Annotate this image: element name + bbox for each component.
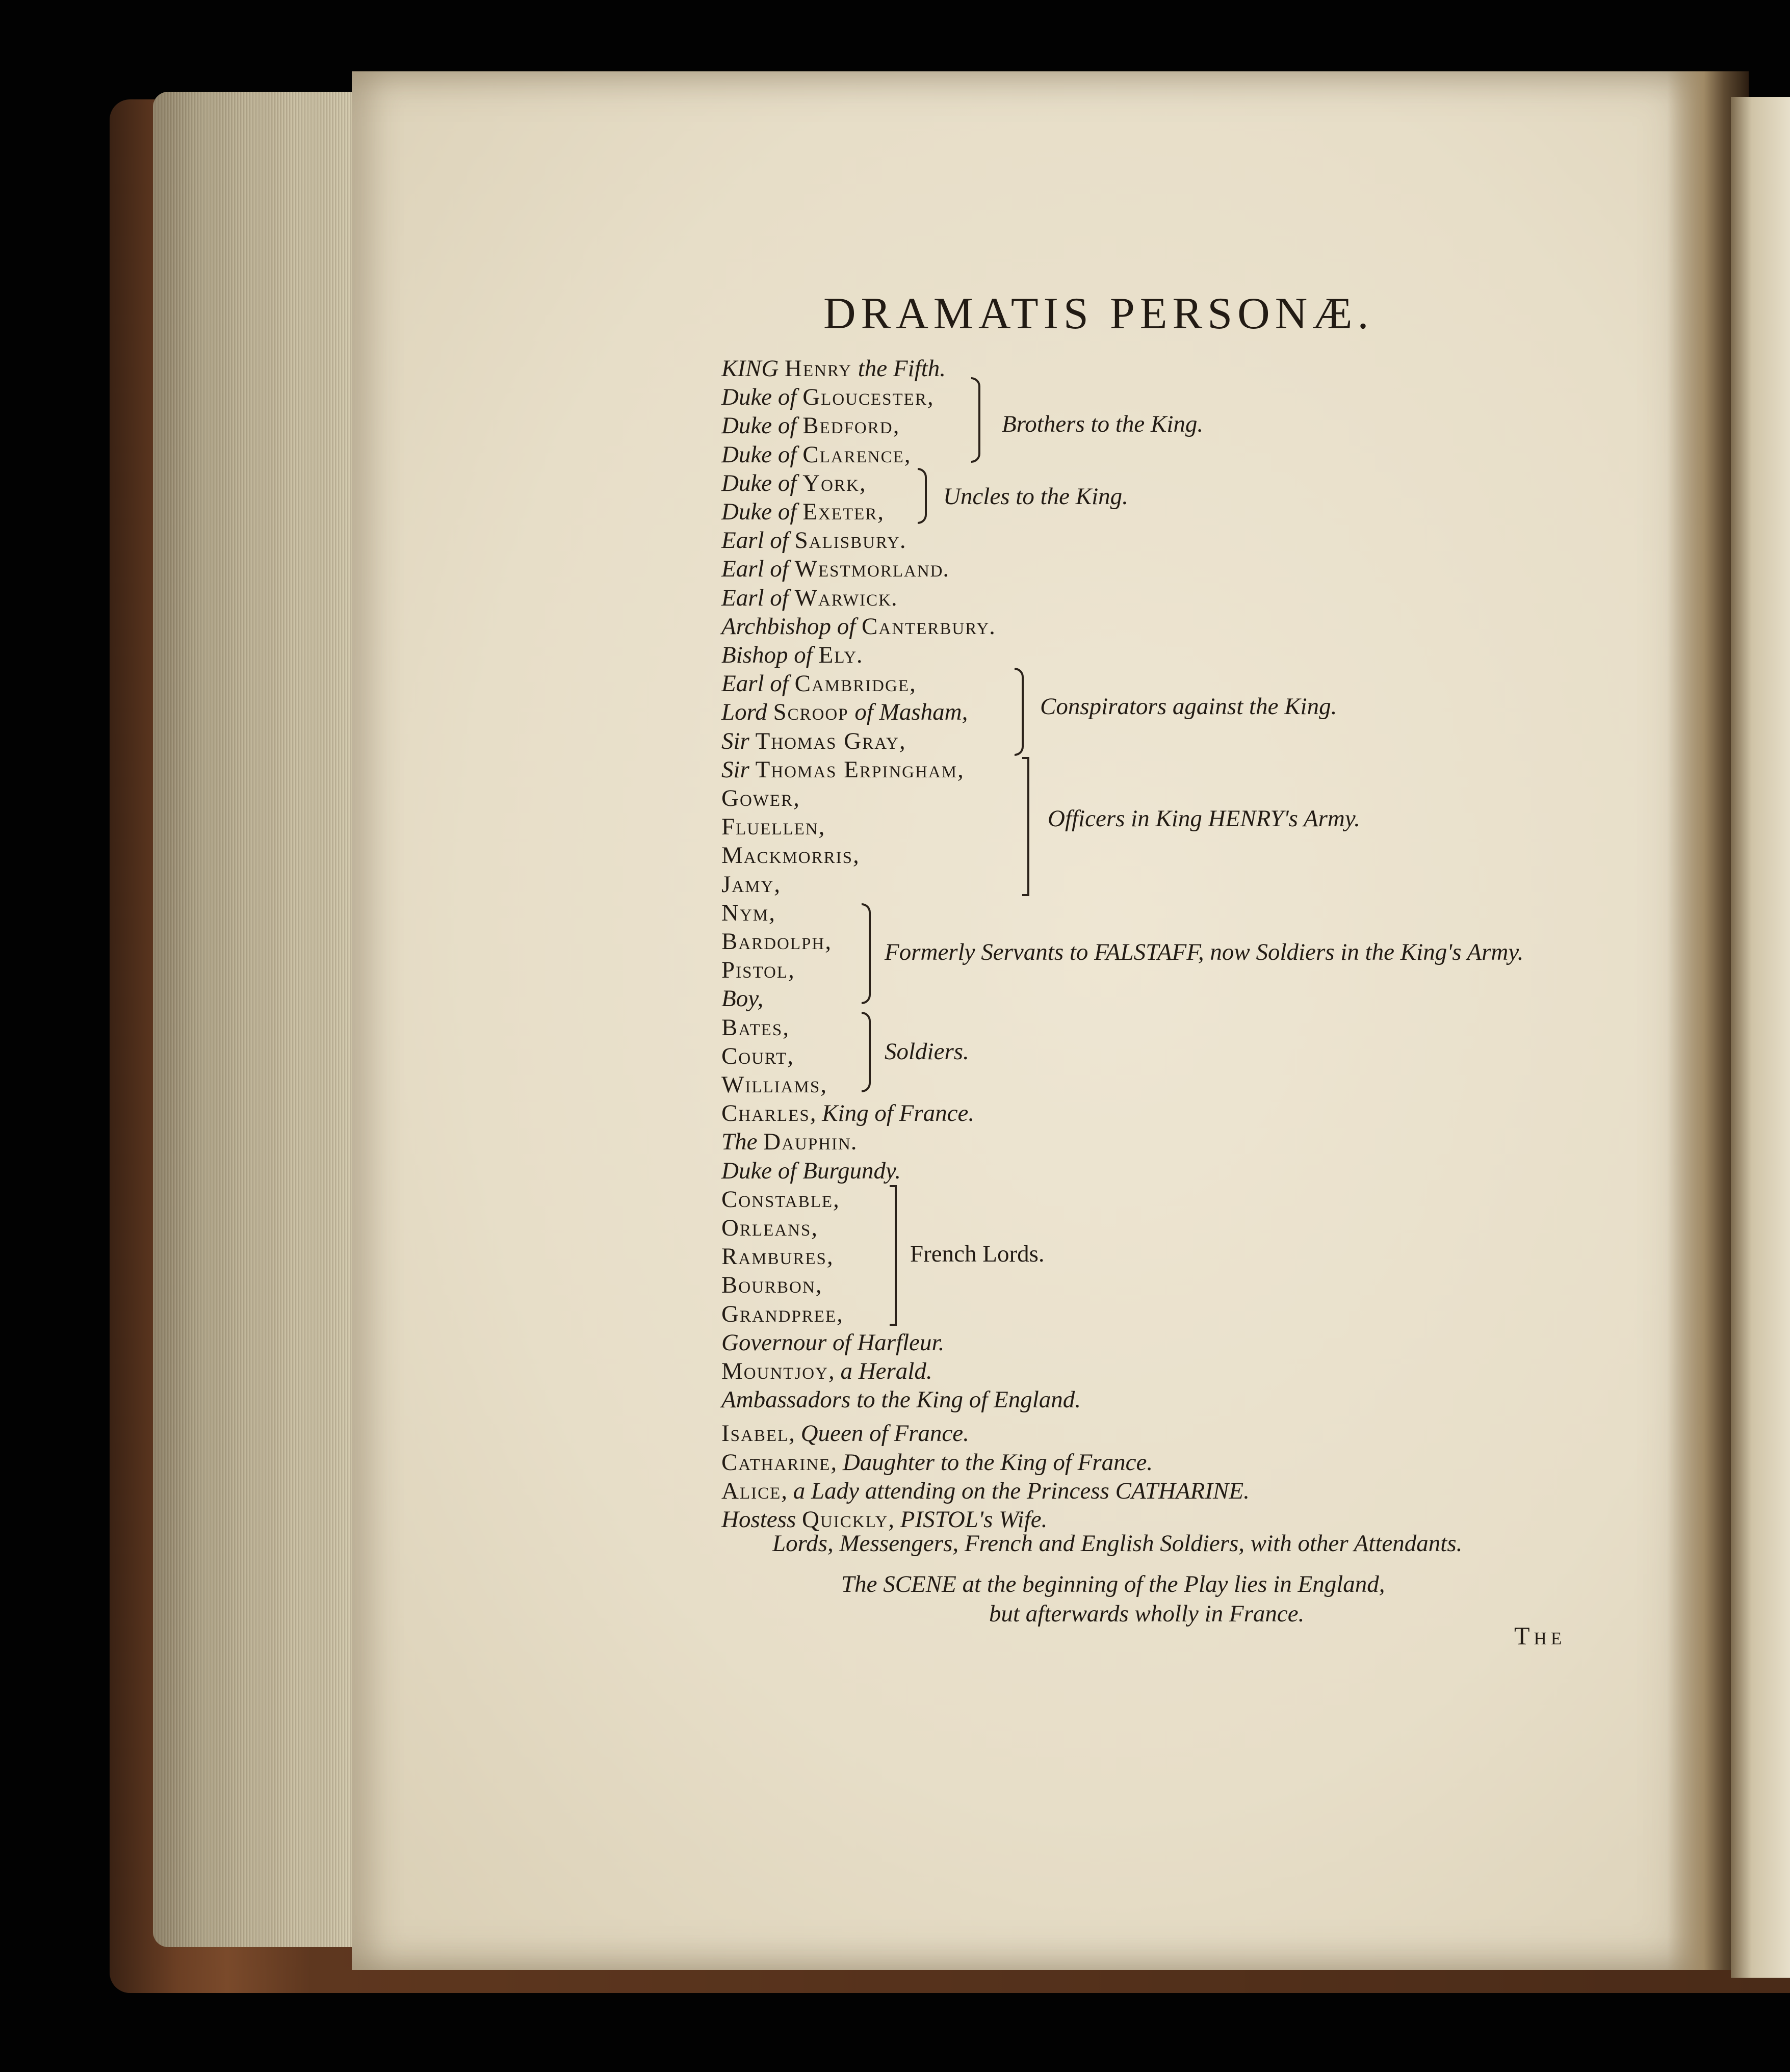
cast-entry [721, 984, 763, 1013]
cast-entry-suffix: the Fifth. [852, 355, 946, 382]
cast-entry-name: Bardolph [721, 928, 825, 955]
cast-entry-name: Pistol [721, 957, 789, 983]
cast-entry-prefix: Hostess [721, 1506, 802, 1533]
cast-entry [721, 469, 866, 497]
cast-entry-prefix: Archbishop of [721, 613, 862, 640]
group-label-french-lords: French Lords. [910, 1241, 1045, 1267]
cast-entry-suffix: Burgundy. [802, 1158, 901, 1184]
cast-entry-prefix: Lord [721, 699, 773, 725]
cast-entry-name: Fluellen [721, 814, 819, 840]
cast-entry-name: Gower [721, 785, 794, 811]
cast-entry [721, 812, 824, 841]
cast-entry-prefix: Governour of [721, 1329, 858, 1356]
cast-entry-suffix: , PISTOL's Wife. [888, 1506, 1048, 1533]
cast-entry-name: Isabel [721, 1420, 789, 1447]
cast-entry-name: Williams [721, 1071, 821, 1098]
scene-line-2: but afterwards wholly in France. [989, 1601, 1305, 1627]
cast-entry-suffix: , [826, 1243, 833, 1270]
cast-entry-suffix: , [774, 871, 781, 898]
brace-soldiers [862, 1012, 871, 1092]
scene-line-1: The SCENE at the beginning of the Play lies in England, [841, 1571, 1385, 1597]
cast-entry [721, 1214, 817, 1242]
cast-entry-name: Clarence [802, 441, 904, 468]
right-page-edge [1731, 97, 1790, 1978]
cast-entry [721, 411, 899, 440]
cast-entry-suffix: , King of France. [810, 1100, 975, 1126]
cast-entry [721, 1271, 821, 1299]
cast-entry [721, 1328, 944, 1357]
cast-entry-prefix: Earl of [721, 670, 795, 697]
cast-entry [721, 1419, 969, 1448]
cast-entry [721, 1242, 833, 1271]
cast-entry [721, 526, 906, 555]
cast-entry [721, 1157, 901, 1185]
cast-entry-suffix: , [853, 842, 859, 869]
cast-entry-suffix: , [957, 756, 964, 783]
cast-entry-name: Quickly [801, 1506, 889, 1533]
page-edges [153, 92, 367, 1947]
cast-entry-name: Scroop [773, 699, 849, 725]
cast-entry-prefix: Bishop of [721, 642, 819, 668]
cast-entry [721, 1448, 1153, 1477]
cast-entry-suffix: . [943, 556, 950, 582]
cast-entry-name: York [802, 470, 860, 496]
brace-conspirators [1015, 668, 1024, 756]
cast-entry-suffix: , [825, 928, 831, 955]
cast-entry [721, 899, 775, 927]
cast-entry-name: Mountjoy [721, 1358, 828, 1384]
cast-entry-suffix: , [904, 441, 911, 468]
brace-servants [862, 903, 871, 1004]
cast-entry-suffix: , Daughter to the King of France. [831, 1449, 1153, 1476]
cast-entry-suffix: , [793, 785, 799, 811]
cast-entry-suffix: , [815, 1272, 822, 1298]
cast-entry [721, 956, 794, 984]
cast-entry-name: Court [721, 1043, 788, 1069]
cast-entry [721, 870, 780, 899]
cast-entry-name: Exeter [802, 499, 878, 525]
cast-entry-suffix: Harfleur. [857, 1329, 945, 1356]
cast-entry [721, 440, 911, 469]
cast-entry-suffix: , [783, 1014, 789, 1041]
attendants-line: Lords, Messengers, French and English Soldiers, with other Attendants. [772, 1530, 1463, 1557]
cast-entry-suffix: England. [994, 1386, 1081, 1413]
cast-entry-suffix: . [900, 527, 906, 554]
cast-entry-prefix: Boy [721, 985, 758, 1012]
cast-entry-name: Salisbury [794, 527, 900, 554]
cast-entry-name: Dauphin [763, 1129, 851, 1155]
cast-entry-suffix: , a Herald. [828, 1358, 932, 1384]
cast-entry-suffix: , Queen of France. [789, 1420, 969, 1447]
cast-entry-prefix: Duke of [721, 384, 803, 410]
cast-entry-prefix: Duke of [721, 441, 803, 468]
cast-entry [721, 584, 898, 612]
cast-entry-suffix: , a Lady attending on the Princess CATHARINE. [781, 1478, 1250, 1504]
cast-entry-prefix: Earl of [721, 527, 795, 554]
cast-entry-prefix: Duke of [721, 412, 803, 439]
cast-entry-prefix: Ambassadors to the King of [721, 1386, 994, 1413]
group-label-conspirators: Conspirators against the King. [1040, 693, 1337, 720]
cast-entry-name: Warwick [794, 585, 892, 611]
cast-entry [721, 354, 946, 383]
cast-entry-suffix: of Masham, [848, 699, 968, 725]
brace-brothers [971, 377, 980, 463]
cast-entry-name: Constable [721, 1186, 834, 1213]
group-label-servants: Formerly Servants to FALSTAFF, now Soldiers in the King's Army. [885, 939, 1524, 965]
cast-entry-name: Nym [721, 900, 769, 926]
cast-entry-prefix: Earl of [721, 585, 795, 611]
cast-entry-name: Gloucester [802, 384, 927, 410]
cast-entry-name: Thomas Gray [755, 728, 899, 754]
cast-entry-suffix: . [990, 613, 996, 640]
cast-entry-suffix: , [877, 499, 884, 525]
cast-entry [721, 755, 964, 784]
cast-entry-name: Charles [721, 1100, 810, 1126]
cast-entry-prefix: Sir [721, 728, 756, 754]
cast-entry-name: Thomas Erpingham [755, 756, 957, 783]
cast-entry [721, 1013, 789, 1042]
cast-entry-suffix: , [927, 384, 933, 410]
cast-entry [721, 784, 799, 812]
cast-entry-suffix: , [893, 412, 899, 439]
cast-entry-prefix: KING [721, 355, 785, 382]
cast-entry [721, 1042, 793, 1070]
cast-entry-suffix: , [757, 985, 764, 1012]
cast-entry-name: Mackmorris [721, 842, 853, 869]
cast-entry-name: Henry [785, 355, 852, 382]
cast-entry [721, 1070, 826, 1099]
cast-entry-name: Canterbury [862, 613, 990, 640]
cast-entry [721, 727, 905, 755]
cast-entry-name: Cambridge [794, 670, 910, 697]
group-label-officers: Officers in King HENRY's Army. [1048, 805, 1360, 832]
cast-entry-prefix: Duke of [721, 470, 803, 496]
cast-entry [721, 1385, 1081, 1414]
cast-entry-name: Bourbon [721, 1272, 816, 1298]
group-label-uncles: Uncles to the King. [943, 483, 1128, 510]
bracket-officers [1022, 757, 1029, 896]
cast-entry [721, 555, 949, 583]
cast-entry-name: Jamy [721, 871, 774, 898]
cast-entry [721, 1357, 932, 1385]
group-label-brothers: Brothers to the King. [1002, 411, 1204, 437]
page-title: DRAMATIS PERSONÆ. [823, 289, 1374, 338]
cast-entry [721, 383, 933, 411]
cast-entry-suffix: , [859, 470, 866, 496]
cast-entry [721, 1300, 843, 1328]
cast-entry [721, 497, 884, 526]
cast-entry-suffix: , [787, 1043, 793, 1069]
cast-entry-suffix: , [899, 728, 905, 754]
cast-entry-name: Rambures [721, 1243, 827, 1270]
brace-uncles [918, 468, 927, 524]
group-label-soldiers: Soldiers. [885, 1038, 969, 1065]
cast-entry-name: Grandpree [721, 1301, 837, 1327]
cast-entry-suffix: , [820, 1071, 826, 1098]
cast-entry-prefix: Duke of [721, 1158, 803, 1184]
cast-entry [721, 1185, 839, 1214]
cast-entry [721, 841, 859, 870]
cast-entry-suffix: . [857, 642, 863, 668]
catchword: The [1514, 1621, 1566, 1650]
cast-entry [721, 1099, 974, 1127]
cast-entry-suffix: , [769, 900, 775, 926]
cast-entry-name: Westmorland [794, 556, 944, 582]
cast-entry [721, 698, 968, 726]
cast-entry [721, 669, 916, 698]
cast-entry-name: Catharine [721, 1449, 831, 1476]
cast-entry-prefix: Earl of [721, 556, 795, 582]
cast-entry [721, 1477, 1250, 1505]
cast-entry-suffix: , [909, 670, 916, 697]
cast-entry-suffix: , [788, 957, 794, 983]
cast-entry-suffix: . [851, 1129, 858, 1155]
cast-entry-name: Alice [721, 1478, 782, 1504]
cast-entry-name: Bates [721, 1014, 783, 1041]
cast-entry-name: Orleans [721, 1215, 812, 1241]
cast-entry-prefix: Sir [721, 756, 756, 783]
cast-entry-suffix: , [837, 1301, 843, 1327]
cast-entry [721, 927, 831, 956]
cast-entry-prefix: Duke of [721, 499, 803, 525]
cast-entry [721, 641, 863, 669]
cast-entry-suffix: . [892, 585, 898, 611]
bracket-french-lords [890, 1185, 897, 1326]
cast-entry-suffix: , [833, 1186, 839, 1213]
cast-entry-name: Bedford [802, 412, 893, 439]
cast-entry [721, 612, 996, 641]
cast-entry-suffix: , [818, 814, 825, 840]
cast-entry-suffix: , [811, 1215, 818, 1241]
cast-entry [721, 1127, 858, 1156]
cast-entry-name: Ely [818, 642, 858, 668]
left-page [352, 71, 1728, 1970]
cast-entry-prefix: The [721, 1129, 764, 1155]
